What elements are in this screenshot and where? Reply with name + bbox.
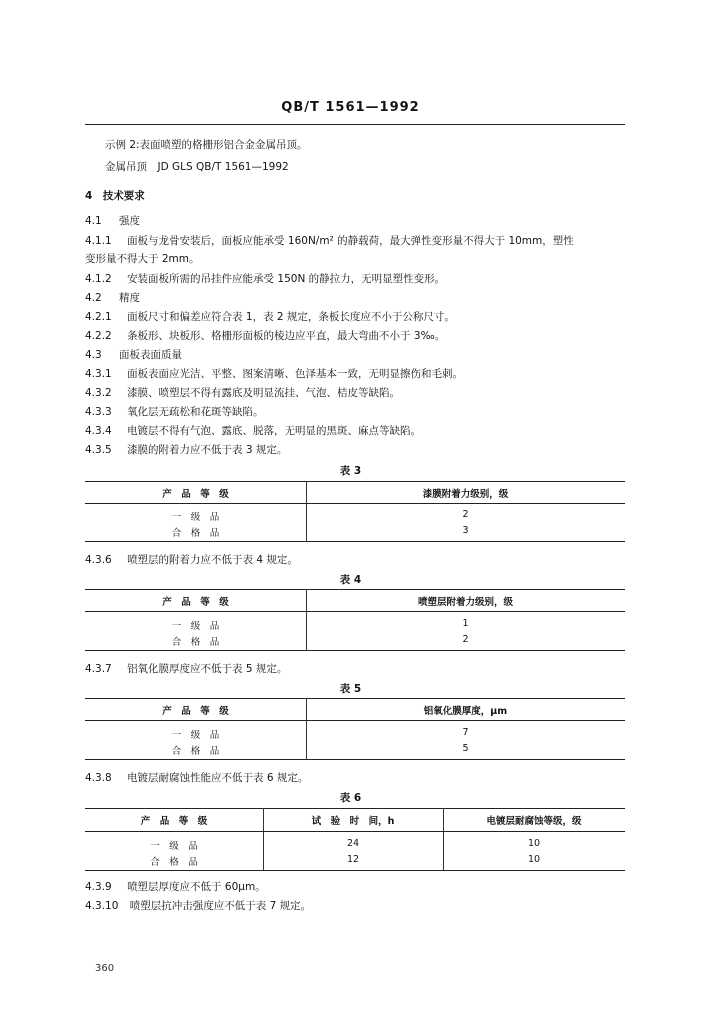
clause-number: 4.2.2	[85, 330, 112, 342]
table-cell: 一 级 品	[171, 621, 220, 632]
clause-text: 精度	[119, 292, 141, 304]
table-cell: 7	[462, 727, 469, 738]
clause-number: 4.1.2	[85, 273, 112, 285]
clause-4-3-5	[85, 443, 287, 457]
clause-text: 漆膜、喷塑层不得有露底及明显流挂、气泡、桔皮等缺陷。	[127, 387, 401, 399]
example-2-text: 示例 2:表面喷塑的格栅形铝合金金属吊顶。	[105, 139, 308, 151]
header-cell-test-time: 试 验 时 间，h	[311, 816, 395, 827]
clause-4-1-1	[85, 234, 574, 248]
clause-text: 条板形、块板形、格栅形面板的棱边应平直，最大弯曲不小于 3‰。	[127, 330, 446, 342]
table-cell: 3	[462, 525, 469, 536]
clause-number: 4.3.5	[85, 444, 112, 456]
table-header-rule	[85, 720, 625, 721]
clause-text: 铝氧化膜厚度应不低于表 5 规定。	[127, 663, 288, 675]
table-cell: 一 级 品	[171, 512, 220, 523]
clause-text: 喷塑层抗冲击强度应不低于表 7 规定。	[129, 900, 312, 912]
table-cell: 10	[527, 854, 541, 865]
clause-number: 4.3.10	[85, 900, 119, 912]
table-header-rule	[85, 611, 625, 612]
clause-4-3-3	[85, 405, 264, 419]
clause-text: 面板表面质量	[119, 349, 183, 361]
table-5-caption: 表 5	[339, 683, 362, 695]
table-cell: 1	[462, 618, 469, 629]
clause-4-3-8	[85, 771, 308, 785]
clause-4-3-1	[85, 367, 463, 381]
table-6-caption: 表 6	[339, 792, 362, 804]
clause-text: 喷塑层厚度应不低于 60μm。	[127, 881, 266, 893]
table-cell: 24	[346, 838, 360, 849]
table-header-rule	[85, 831, 625, 832]
table-top-rule	[85, 698, 625, 699]
table-cell: 2	[462, 509, 469, 520]
table-bottom-rule	[85, 759, 625, 760]
table-bottom-rule	[85, 650, 625, 651]
clause-number: 4.3.2	[85, 387, 112, 399]
clause-4-1	[85, 214, 140, 228]
clause-4-2-1	[85, 310, 455, 324]
table-cell: 5	[462, 743, 469, 754]
clause-4-2	[85, 291, 140, 305]
clause-4-3-7	[85, 662, 287, 676]
clause-4-3-6	[85, 553, 298, 567]
clause-text: 电镀层不得有气泡、露底、脱落，无明显的黑斑、麻点等缺陷。	[127, 425, 422, 437]
clause-number: 4.3.3	[85, 406, 112, 418]
clause-number: 4.3.6	[85, 554, 112, 566]
table-cell: 2	[462, 634, 469, 645]
table-cell: 一 级 品	[171, 730, 220, 741]
clause-text: 喷塑层的附着力应不低于表 4 规定。	[127, 554, 298, 566]
table-cell: 12	[346, 854, 360, 865]
clause-4-1-2	[85, 272, 445, 286]
clause-text: 面板表面应光洁、平整、图案清晰、色泽基本一致，无明显擦伤和毛刺。	[127, 368, 464, 380]
clause-number: 4.3.4	[85, 425, 112, 437]
header-divider	[85, 124, 625, 125]
clause-number: 4.1	[85, 215, 102, 227]
table-4-caption: 表 4	[339, 574, 362, 586]
clause-number: 4.3	[85, 349, 102, 361]
clause-text: 氧化层无疏松和花斑等缺陷。	[127, 406, 264, 418]
header-cell-corrosion-grade: 电镀层耐腐蚀等级，级	[486, 816, 582, 827]
table-cell: 合 格 品	[150, 857, 198, 868]
clause-4-1-1-continuation: 变形量不得大于 2mm。	[85, 253, 200, 265]
product-code-line: 金属吊顶 JD GLS QB/T 1561—1992	[105, 161, 289, 173]
clause-4-3-2	[85, 386, 400, 400]
table-header-rule	[85, 503, 625, 504]
page-number: 360	[95, 963, 115, 974]
table-top-rule	[85, 808, 625, 809]
clause-4-3-9	[85, 880, 266, 894]
clause-4-3	[85, 348, 182, 362]
header-cell-grade: 产 品 等 级	[162, 489, 229, 500]
table-3-caption: 表 3	[339, 465, 362, 477]
table-top-rule	[85, 481, 625, 482]
clause-text-line-1: 面板与龙骨安装后，面板应能承受 160N/m² 的静载荷，最大弹性变形量不得大于 10mm，塑性	[127, 235, 574, 247]
clause-number: 4.3.8	[85, 772, 112, 784]
clause-number: 4.3.9	[85, 881, 112, 893]
header-cell-value: 铝氧化膜厚度，μm	[423, 706, 508, 717]
clause-text: 电镀层耐腐蚀性能应不低于表 6 规定。	[127, 772, 309, 784]
clause-number: 4.3.7	[85, 663, 112, 675]
header-cell-grade: 产 品 等 级	[162, 597, 229, 608]
table-cell: 合 格 品	[171, 528, 220, 539]
table-cell: 一 级 品	[150, 841, 198, 852]
clause-4-3-10	[85, 899, 311, 913]
table-cell: 10	[527, 838, 541, 849]
clause-number: 4.2.1	[85, 311, 112, 323]
clause-text: 漆膜的附着力应不低于表 3 规定。	[127, 444, 288, 456]
clause-text: 安装面板所需的吊挂件应能承受 150N 的静拉力，无明显塑性变形。	[127, 273, 446, 285]
clause-number: 4.2	[85, 292, 102, 304]
header-cell-grade: 产 品 等 级	[140, 816, 208, 827]
section-4-heading: 4 技术要求	[85, 190, 145, 202]
table-cell: 合 格 品	[171, 637, 220, 648]
clause-4-2-2	[85, 329, 445, 343]
table-cell: 合 格 品	[171, 746, 220, 757]
header-cell-value: 漆膜附着力级别，级	[422, 489, 509, 500]
standard-number-header: QB/T 1561—1992	[281, 100, 420, 115]
clause-text: 强度	[119, 215, 141, 227]
clause-number: 4.3.1	[85, 368, 112, 380]
clause-number: 4.1.1	[85, 235, 112, 247]
header-cell-grade: 产 品 等 级	[162, 706, 229, 717]
clause-4-3-4	[85, 424, 421, 438]
table-top-rule	[85, 589, 625, 590]
table-bottom-rule	[85, 870, 625, 871]
header-cell-value: 喷塑层附着力级别，级	[417, 597, 513, 608]
table-bottom-rule	[85, 541, 625, 542]
clause-text: 面板尺寸和偏差应符合表 1，表 2 规定，条板长度应不小于公称尺寸。	[127, 311, 455, 323]
